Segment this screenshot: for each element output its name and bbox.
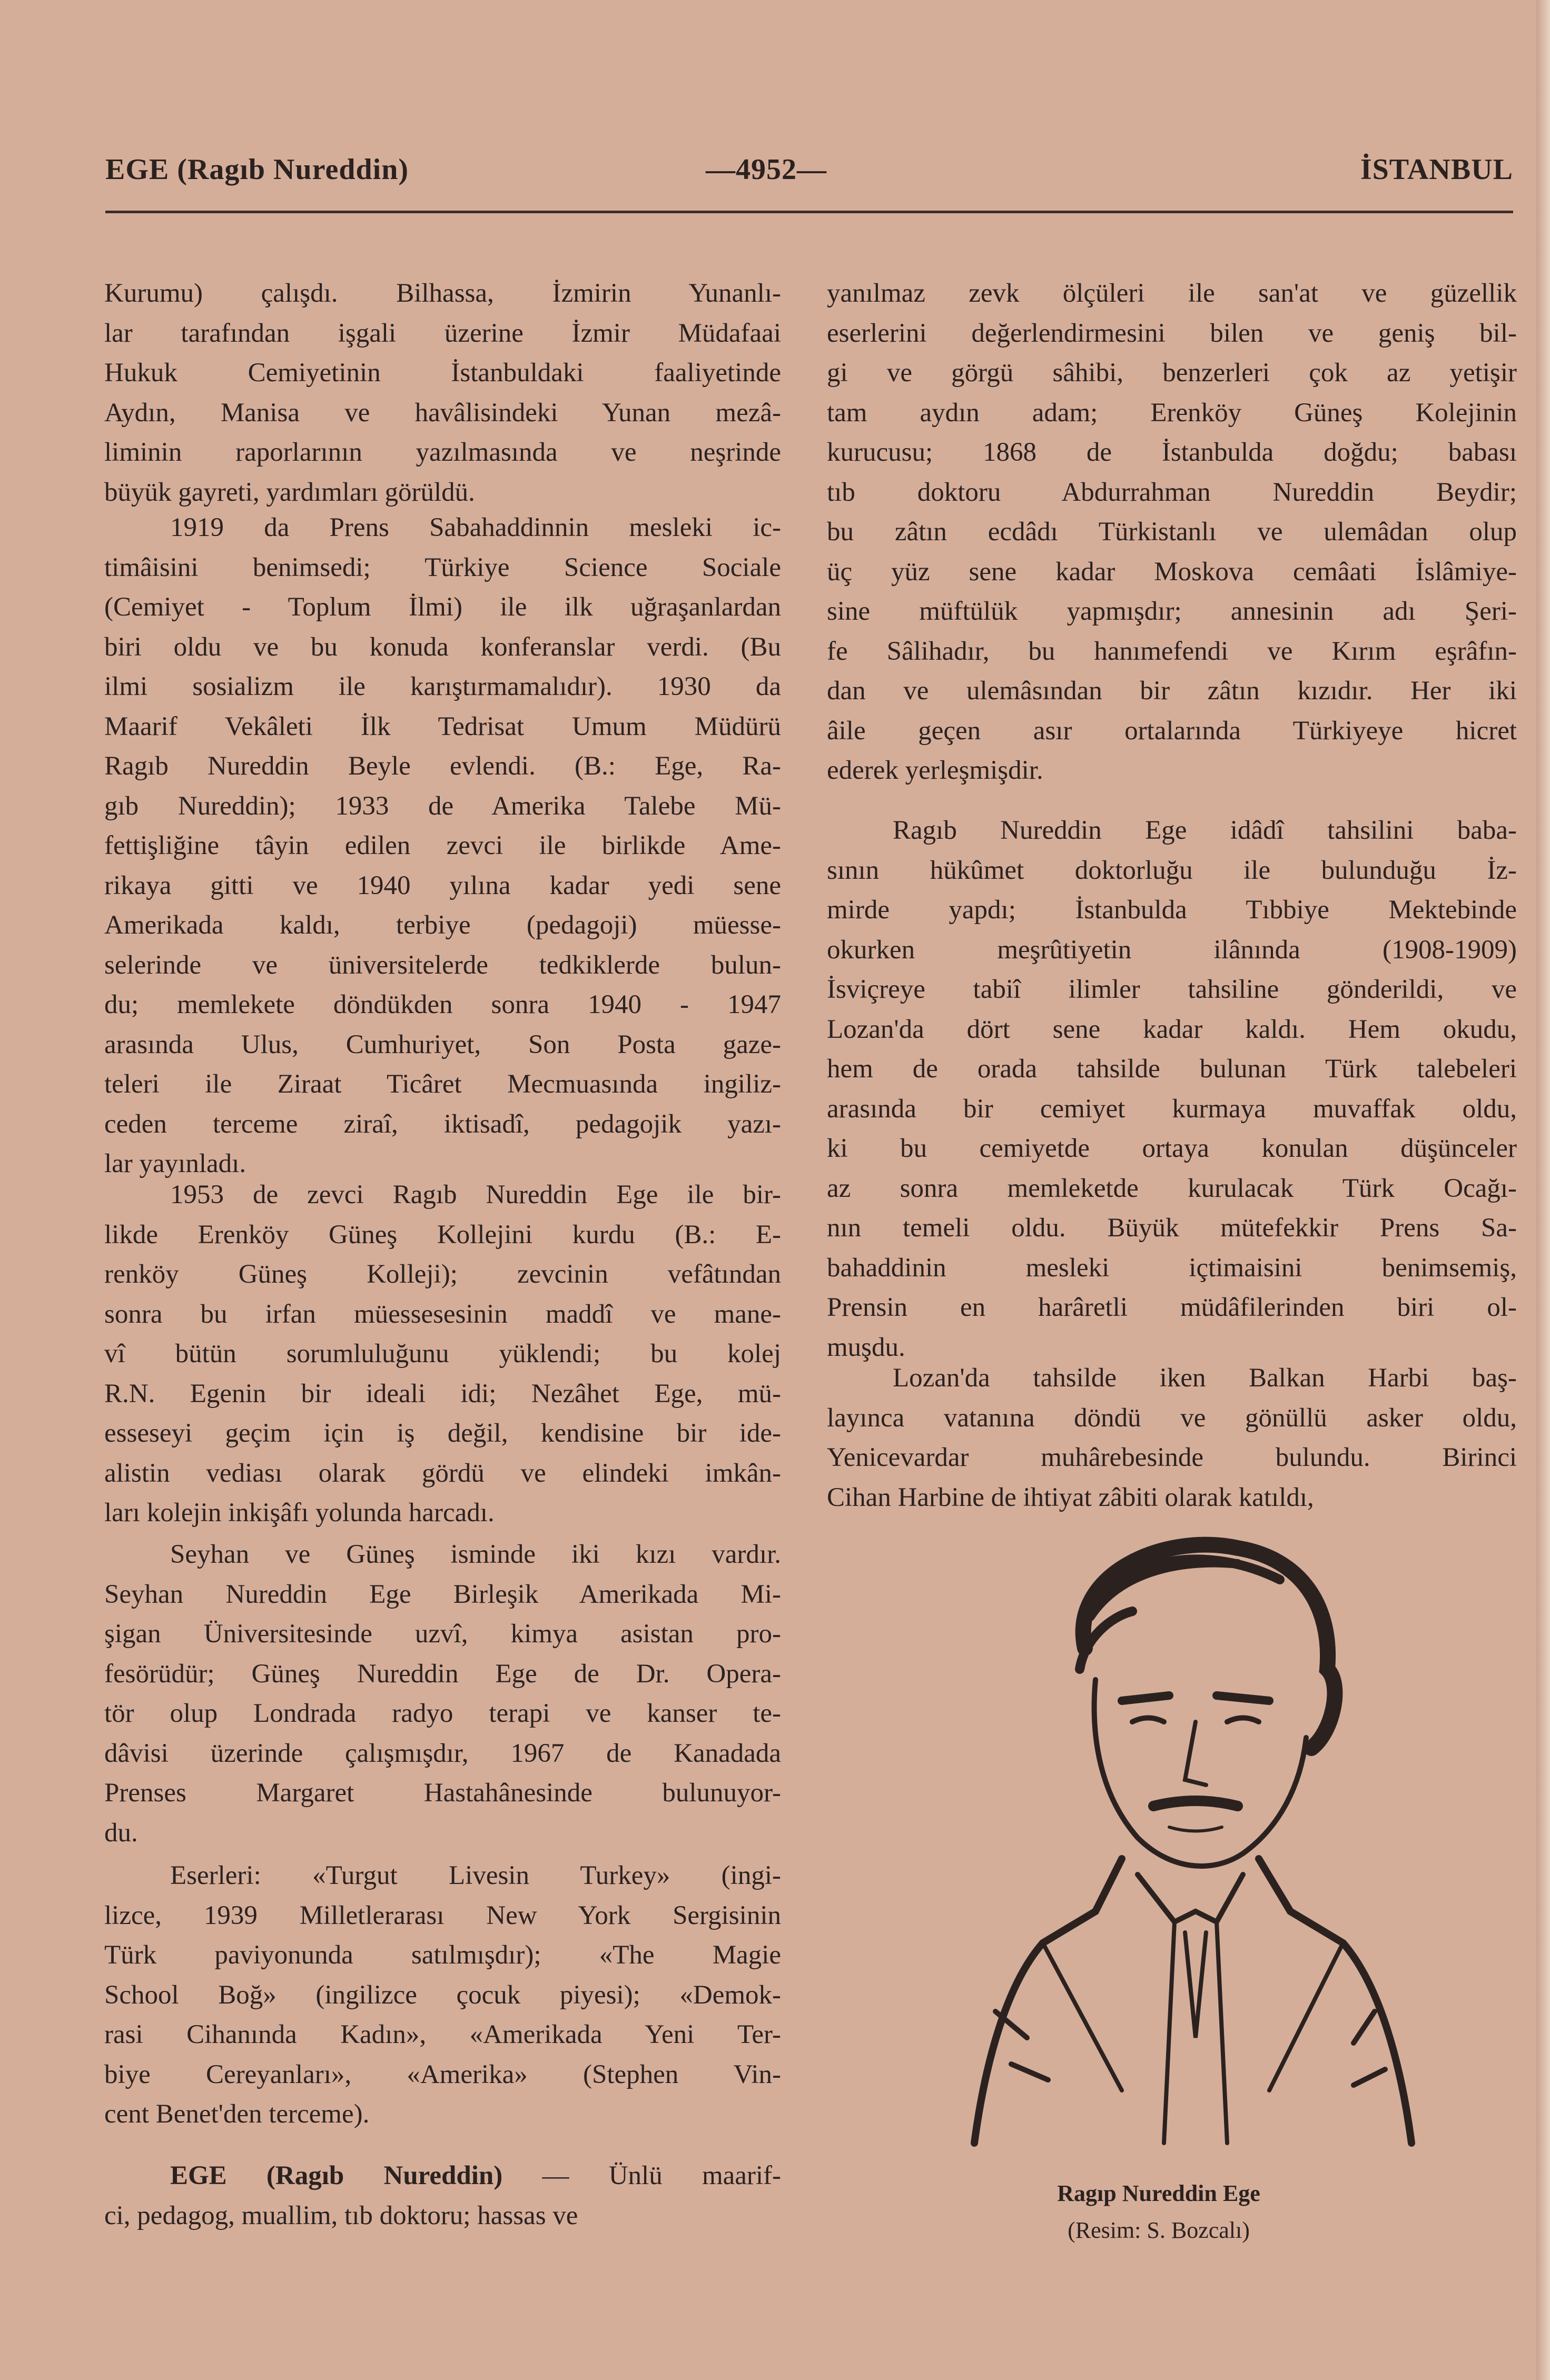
portrait-caption-name: Ragıp Nureddin Ege [1057, 2180, 1260, 2206]
text-line: muşdu. [827, 1332, 905, 1362]
text-line: vî bütün sorumluluğunu yüklendi; bu kolej [104, 1339, 781, 1368]
text-line: hem de orada tahsilde bulunan Türk talebeleri [827, 1054, 1517, 1084]
text-line: yanılmaz zevk ölçüleri ile san'at ve güzellik [827, 279, 1517, 308]
text-line: Amerikada kaldı, terbiye (pedagoji) müesse- [104, 910, 781, 940]
text-line: eserlerini değerlendirmesini bilen ve geniş bil- [827, 318, 1517, 348]
text-line: du. [104, 1818, 138, 1848]
text-line: Cihan Harbine de ihtiyat zâbiti olarak katıldı, [827, 1482, 1314, 1512]
text-line: Maarif Vekâleti İlk Tedrisat Umum Müdürü [104, 711, 781, 741]
text-line: 1919 da Prens Sabahaddinnin mesleki ic- [170, 513, 781, 542]
text-line: Yenicevardar muhârebesinde bulundu. Birinci [827, 1443, 1517, 1472]
text-line: du; memlekete döndükden sonra 1940 - 1947 [104, 990, 781, 1019]
text-line: Lozan'da dört sene kadar kaldı. Hem okudu, [827, 1014, 1517, 1044]
text-line: Kurumu) çalışdı. Bilhassa, İzmirin Yunanlı- [104, 279, 781, 308]
text-line: Eserleri: «Turgut Livesin Turkey» (ingi- [170, 1861, 781, 1890]
text-line: tıb doktoru Abdurrahman Nureddin Beydir; [827, 477, 1517, 507]
text-line: Prensin en harâretli müdâfilerinden biri ol- [827, 1293, 1517, 1322]
text-line: Ragıb Nureddin Ege idâdî tahsilini baba- [893, 816, 1517, 845]
text-line: alistin vediası olarak gördü ve elindeki imkân- [104, 1458, 781, 1488]
text-line: biri oldu ve bu konuda konferanslar verdi. (Bu [104, 632, 781, 662]
text-line: Türk paviyonunda satılmışdır); «The Magie [104, 1940, 781, 1970]
text-line: âile geçen asır ortalarında Türkiyeye hicret [827, 716, 1517, 746]
text-line: ilmi sosializm ile karıştırmamalıdır). 1930 da [104, 672, 781, 701]
text-line: Seyhan Nureddin Ege Birleşik Amerikada Mi- [104, 1579, 781, 1609]
text-line: renköy Güneş Kolleji); zevcinin vefâtından [104, 1260, 781, 1289]
running-header-entry: EGE (Ragıb Nureddin) [105, 153, 409, 186]
text-line: rasi Cihanında Kadın», «Amerikada Yeni Ter- [104, 2020, 781, 2049]
text-line: teleri ile Ziraat Ticâret Mecmuasında ingiliz- [104, 1069, 781, 1099]
paragraph [827, 1358, 1517, 1518]
text-line: bu zâtın ecdâdı Türkistanlı ve ulemâdan olup [827, 517, 1517, 547]
header-rule [105, 211, 1513, 213]
text-line: biye Cereyanları», «Amerika» (Stephen Vin- [104, 2059, 781, 2089]
text-line: School Boğ» (ingilizce çocuk piyesi); «Demok- [104, 1980, 781, 2010]
text-line: lar tarafından işgali üzerine İzmir Müdafaai [104, 318, 781, 348]
text-line: dâvisi üzerinde çalışmışdır, 1967 de Kanadada [104, 1738, 781, 1768]
text-line: R.N. Egenin bir ideali idi; Nezâhet Ege, mü- [104, 1379, 781, 1409]
paragraph [104, 1175, 781, 1533]
text-line: likde Erenköy Güneş Kollejini kurdu (B.: E- [104, 1219, 781, 1250]
text-line: sine müftülük yapmışdır; annesinin adı Şeri- [827, 597, 1517, 626]
text-line: (Cemiyet - Toplum İlmi) ile ilk uğraşanlardan [104, 592, 781, 622]
text-line: tam aydın adam; Erenköy Güneş Kolejinin [827, 398, 1517, 428]
text-line: Hukuk Cemiyetinin İstanbuldaki faaliyetinde [104, 358, 781, 388]
paragraph [104, 1856, 781, 2135]
text-line: tör olup Londrada radyo terapi ve kanser te- [104, 1699, 781, 1728]
text-line: Ragıb Nureddin Beyle evlendi. (B.: Ege, Ra- [104, 751, 781, 781]
paragraph [104, 2156, 781, 2236]
portrait-sketch [964, 1511, 1417, 2159]
text-line: ki bu cemiyetde ortaya konulan düşünceler [827, 1134, 1517, 1163]
text-line: timâisini benimsedi; Türkiye Science Sociale [104, 552, 781, 582]
text-line: ları kolejin inkişâfı yolunda harcadı. [104, 1498, 495, 1528]
text-line: mirde yapdı; İstanbulda Tıbbiye Mektebinde [827, 895, 1517, 925]
text-line: okurken meşrûtiyetin ilânında (1908-1909) [827, 935, 1517, 965]
paragraph [104, 1535, 781, 1853]
text-line: Lozan'da tahsilde iken Balkan Harbi baş- [893, 1363, 1517, 1393]
entry-text: — Ünlü maarif- [502, 2161, 781, 2190]
page-edge [1536, 0, 1550, 2380]
text-line: fettişliğine tâyin edilen zevci ile birlikde Ame- [104, 831, 781, 860]
text-line: ederek yerleşmişdir. [827, 756, 1043, 785]
text-line: az sonra memleketde kurulacak Türk Ocağı- [827, 1173, 1517, 1203]
paragraph [827, 811, 1517, 1367]
text-line: büyük gayreti, yardımları görüldü. [104, 477, 475, 507]
text-line: şigan Üniversitesinde uzvî, kimya asistan pro- [104, 1619, 781, 1649]
text-line: esseseyi geçim için iş değil, kendisine bir ide- [104, 1419, 781, 1448]
text-line: bahaddinin mesleki içtimaisini benimsemiş, [827, 1253, 1517, 1283]
text-line: ci, pedagog, muallim, tıb doktoru; hassas ve [104, 2200, 578, 2230]
text-line: 1953 de zevci Ragıb Nureddin Ege ile bir- [170, 1180, 781, 1209]
text-line: arasında Ulus, Cumhuriyet, Son Posta gaze- [104, 1029, 781, 1059]
text-line: layınca vatanına döndü ve gönüllü asker oldu, [827, 1403, 1517, 1433]
text-line: Seyhan ve Güneş isminde iki kızı vardır. [170, 1540, 781, 1569]
text-line: cent Benet'den terceme). [104, 2099, 370, 2129]
text-line: üç yüz sene kadar Moskova cemâati İslâmiye- [827, 557, 1517, 587]
paragraph [827, 274, 1517, 791]
paragraph [104, 274, 781, 512]
text-line: Aydın, Manisa ve havâlisindeki Yunan mezâ- [104, 398, 781, 428]
text-line: kurucusu; 1868 de İstanbulda doğdu; babası [827, 438, 1517, 467]
text-line: lar yayınladı. [104, 1149, 246, 1178]
text-line: İsviçreye tabiî ilimler tahsiline gönderildi, ve [827, 975, 1517, 1004]
page-number: —4952— [706, 153, 827, 186]
text-line: liminin raporlarının yazılmasında ve neşrinde [104, 438, 781, 467]
text-line: fe Sâlihadır, bu hanımefendi ve Kırım eşrâfın- [827, 636, 1517, 666]
portrait-caption-credit: (Resim: S. Bozcalı) [1068, 2217, 1250, 2243]
running-header-city: İSTANBUL [1360, 153, 1513, 186]
text-line: gıb Nureddin); 1933 de Amerika Talebe Mü- [104, 791, 781, 821]
text-line: sının hükûmet doktorluğu ile bulunduğu İz- [827, 855, 1517, 885]
text-line: ceden terceme ziraî, iktisadî, pedagojik yazı- [104, 1109, 781, 1139]
text-line: dan ve ulemâsından bir zâtın kızıdır. Her iki [827, 676, 1517, 706]
text-line: fesörüdür; Güneş Nureddin Ege de Dr. Opera- [104, 1659, 781, 1689]
paragraph [104, 508, 781, 1184]
entry-heading: EGE (Ragıb Nureddin) [170, 2161, 503, 2190]
text-line: arasında bir cemiyet kurmaya muvaffak oldu, [827, 1094, 1517, 1124]
text-line: rikaya gitti ve 1940 yılına kadar yedi sene [104, 870, 781, 900]
text-line: nın temeli oldu. Büyük mütefekkir Prens Sa- [827, 1213, 1517, 1243]
text-line: sonra bu irfan müessesesinin maddî ve mane- [104, 1299, 781, 1329]
text-line: Prenses Margaret Hastahânesinde bulunuyor- [104, 1778, 781, 1808]
text-line: selerinde ve üniversitelerde tedkiklerde bulun- [104, 950, 781, 980]
text-line: gi ve görgü sâhibi, benzerleri çok az yetişir [827, 358, 1517, 388]
text-line [104, 2156, 781, 2196]
text-line: lizce, 1939 Milletlerarası New York Sergisinin [104, 1900, 781, 1930]
